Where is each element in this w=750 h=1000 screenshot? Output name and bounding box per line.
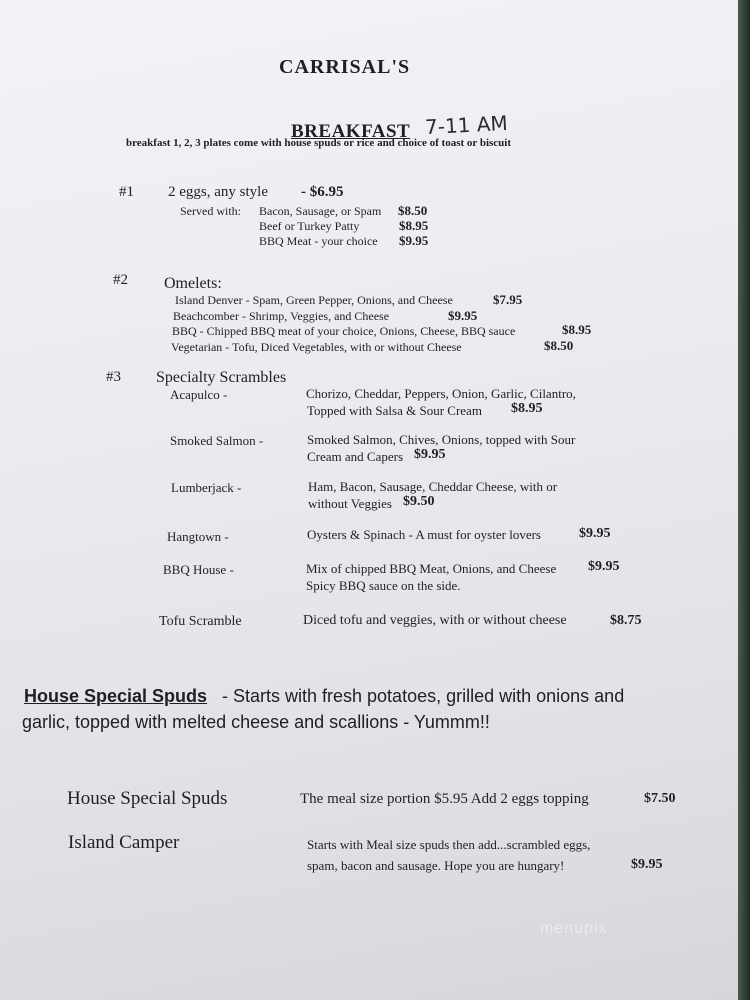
plate1-option: Beef or Turkey Patty	[259, 219, 360, 233]
watermark-logo: menupix	[540, 920, 608, 937]
omelet-price: $8.95	[562, 322, 592, 337]
scramble-desc: Ham, Bacon, Sausage, Cheddar Cheese, with or	[308, 479, 558, 494]
plate1-option-price: $8.50	[398, 203, 428, 218]
plate3-name: Specialty Scrambles	[156, 369, 287, 386]
scramble-name: Tofu Scramble	[159, 614, 242, 629]
plate1-number: #1	[119, 184, 134, 200]
omelet-price: $9.95	[448, 308, 478, 323]
scramble-price: $9.95	[414, 447, 446, 462]
breakfast-heading: BREAKFAST	[291, 121, 411, 142]
scramble-name: Smoked Salmon -	[170, 433, 264, 448]
omelet-price: $8.50	[544, 338, 574, 353]
plate2-name: Omelets:	[164, 275, 222, 292]
omelet-price: $7.95	[493, 292, 523, 307]
spuds-item-name: Island Camper	[68, 832, 180, 853]
scramble-desc: Diced tofu and veggies, with or without cheese	[303, 613, 567, 628]
plate3-number: #3	[106, 369, 121, 385]
handwritten-hours: 7-11 AM	[424, 110, 509, 140]
spuds-item-desc: spam, bacon and sausage. Hope you are hungary!	[307, 858, 565, 873]
plate1-option-price: $9.95	[399, 233, 429, 248]
plate1-option: Bacon, Sausage, or Spam	[259, 204, 382, 218]
spuds-item-name: House Special Spuds	[67, 788, 228, 809]
restaurant-title: CARRISAL'S	[279, 56, 411, 78]
served-with-label: Served with:	[180, 204, 241, 218]
scramble-name: Acapulco -	[170, 387, 228, 402]
scramble-name: Lumberjack -	[171, 480, 242, 495]
scramble-desc: without Veggies	[308, 496, 392, 511]
scramble-name: Hangtown -	[167, 529, 229, 544]
scramble-price: $8.95	[511, 401, 543, 416]
scramble-desc: Topped with Salsa & Sour Cream	[307, 403, 482, 418]
omelet-item: BBQ - Chipped BBQ meat of your choice, Onions, Cheese, BBQ sauce	[172, 324, 516, 338]
spuds-desc: garlic, topped with melted cheese and scallions - Yummm!!	[22, 712, 490, 732]
spuds-item-price: $9.95	[631, 857, 663, 872]
scramble-desc: Smoked Salmon, Chives, Onions, topped with Sour	[307, 432, 576, 447]
breakfast-intro: breakfast 1, 2, 3 plates come with house spuds or rice and choice of toast or biscuit	[126, 137, 511, 149]
scramble-price: $9.95	[588, 559, 620, 574]
scramble-desc: Chorizo, Cheddar, Peppers, Onion, Garlic, Cilantro,	[306, 386, 576, 401]
spuds-item-desc: Starts with Meal size spuds then add...scrambled eggs,	[307, 837, 591, 852]
background-edge	[738, 0, 750, 1000]
omelet-item: Beachcomber - Shrimp, Veggies, and Cheese	[173, 309, 390, 323]
spuds-heading: House Special Spuds	[24, 686, 208, 706]
spuds-item-price: $7.50	[644, 791, 676, 806]
plate1-option-price: $8.95	[399, 218, 429, 233]
spuds-item-desc: The meal size portion $5.95 Add 2 eggs topping	[300, 791, 589, 807]
scramble-desc: Mix of chipped BBQ Meat, Onions, and Cheese	[306, 561, 557, 576]
scramble-desc: Oysters & Spinach - A must for oyster lovers	[307, 527, 541, 542]
scramble-name: BBQ House -	[163, 562, 234, 577]
omelet-item: Island Denver - Spam, Green Pepper, Onions, and Cheese	[175, 293, 453, 307]
plate1-name: 2 eggs, any style	[168, 184, 268, 200]
scramble-price: $9.50	[403, 494, 435, 509]
spuds-desc: - Starts with fresh potatoes, grilled with onions and	[222, 686, 625, 706]
scramble-price: $9.95	[579, 526, 611, 541]
scramble-desc: Spicy BBQ sauce on the side.	[306, 578, 461, 593]
plate2-number: #2	[113, 272, 128, 288]
scramble-price: $8.75	[610, 613, 642, 628]
scramble-desc: Cream and Capers	[307, 449, 404, 464]
omelet-item: Vegetarian - Tofu, Diced Vegetables, with or without Cheese	[171, 340, 462, 354]
plate1-price: - $6.95	[301, 184, 344, 200]
plate1-option: BBQ Meat - your choice	[259, 234, 378, 248]
